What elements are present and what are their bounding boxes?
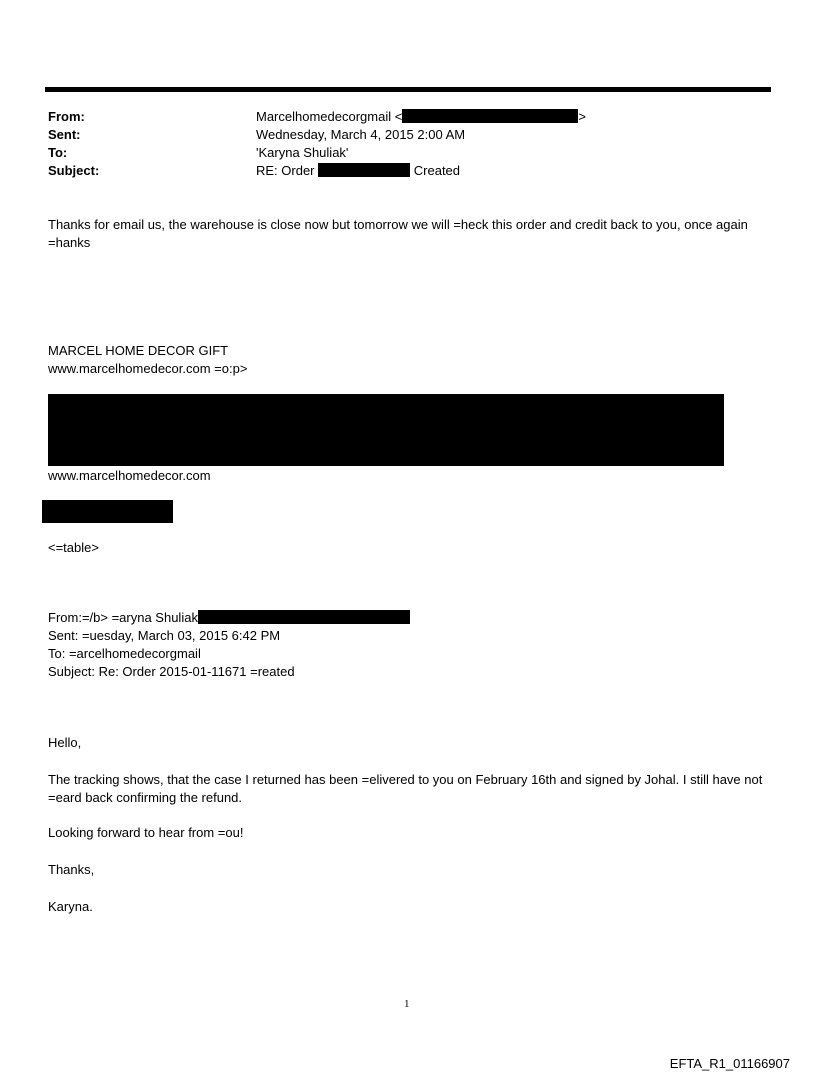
sent-label: Sent: (48, 127, 81, 142)
sent-value: Wednesday, March 4, 2015 2:00 AM (256, 127, 466, 142)
redaction-block (48, 394, 724, 466)
redaction-bar (318, 163, 410, 177)
quoted-closing-2: Thanks, (48, 862, 95, 877)
redaction-bar (198, 610, 410, 624)
from-label: From: (48, 109, 85, 124)
redaction-bar (402, 109, 578, 123)
company-url-1: www.marcelhomedecor.com =o:p> (48, 361, 248, 376)
subject-suffix: Created (413, 163, 461, 178)
quoted-subject: Subject: Re: Order 2015-01-11671 =reated (48, 664, 295, 679)
subject-value (256, 162, 460, 180)
subject-prefix: RE: Order (256, 163, 315, 178)
from-value-end: > (578, 109, 586, 124)
quoted-greeting: Hello, (48, 735, 82, 750)
subject-label: Subject: (48, 163, 100, 178)
document-id: EFTA_R1_01166907 (669, 1056, 790, 1071)
to-value: 'Karyna Shuliak' (256, 145, 349, 160)
from-value-text: Marcelhomedecorgmail < (256, 109, 403, 124)
company-name: MARCEL HOME DECOR GIFT (48, 343, 229, 358)
company-url-2: www.marcelhomedecor.com (48, 468, 211, 483)
quoted-to: To: =arcelhomedecorgmail (48, 646, 201, 661)
to-label: To: (48, 145, 68, 160)
quoted-signature: Karyna. (48, 899, 93, 914)
redaction-block (42, 500, 173, 523)
quoted-paragraph: The tracking shows, that the case I returned has been =elivered to you on February 16th and signed by Johal. I still have not =eard back confirming the refund. (48, 772, 763, 805)
header-rule (45, 87, 771, 92)
quoted-closing-1: Looking forward to hear from =ou! (48, 825, 244, 840)
reply-text: Thanks for email us, the warehouse is close now but tomorrow we will =heck this order and credit back to you, once again =hanks (48, 217, 748, 250)
quoted-sent: Sent: =uesday, March 03, 2015 6:42 PM (48, 628, 281, 643)
quoted-from (48, 609, 410, 627)
from-value (256, 108, 586, 126)
table-tag-text: <=table> (48, 540, 99, 555)
quoted-from-text: From:=/b> =aryna Shuliak (48, 610, 198, 625)
page-number: 1 (404, 998, 410, 1010)
